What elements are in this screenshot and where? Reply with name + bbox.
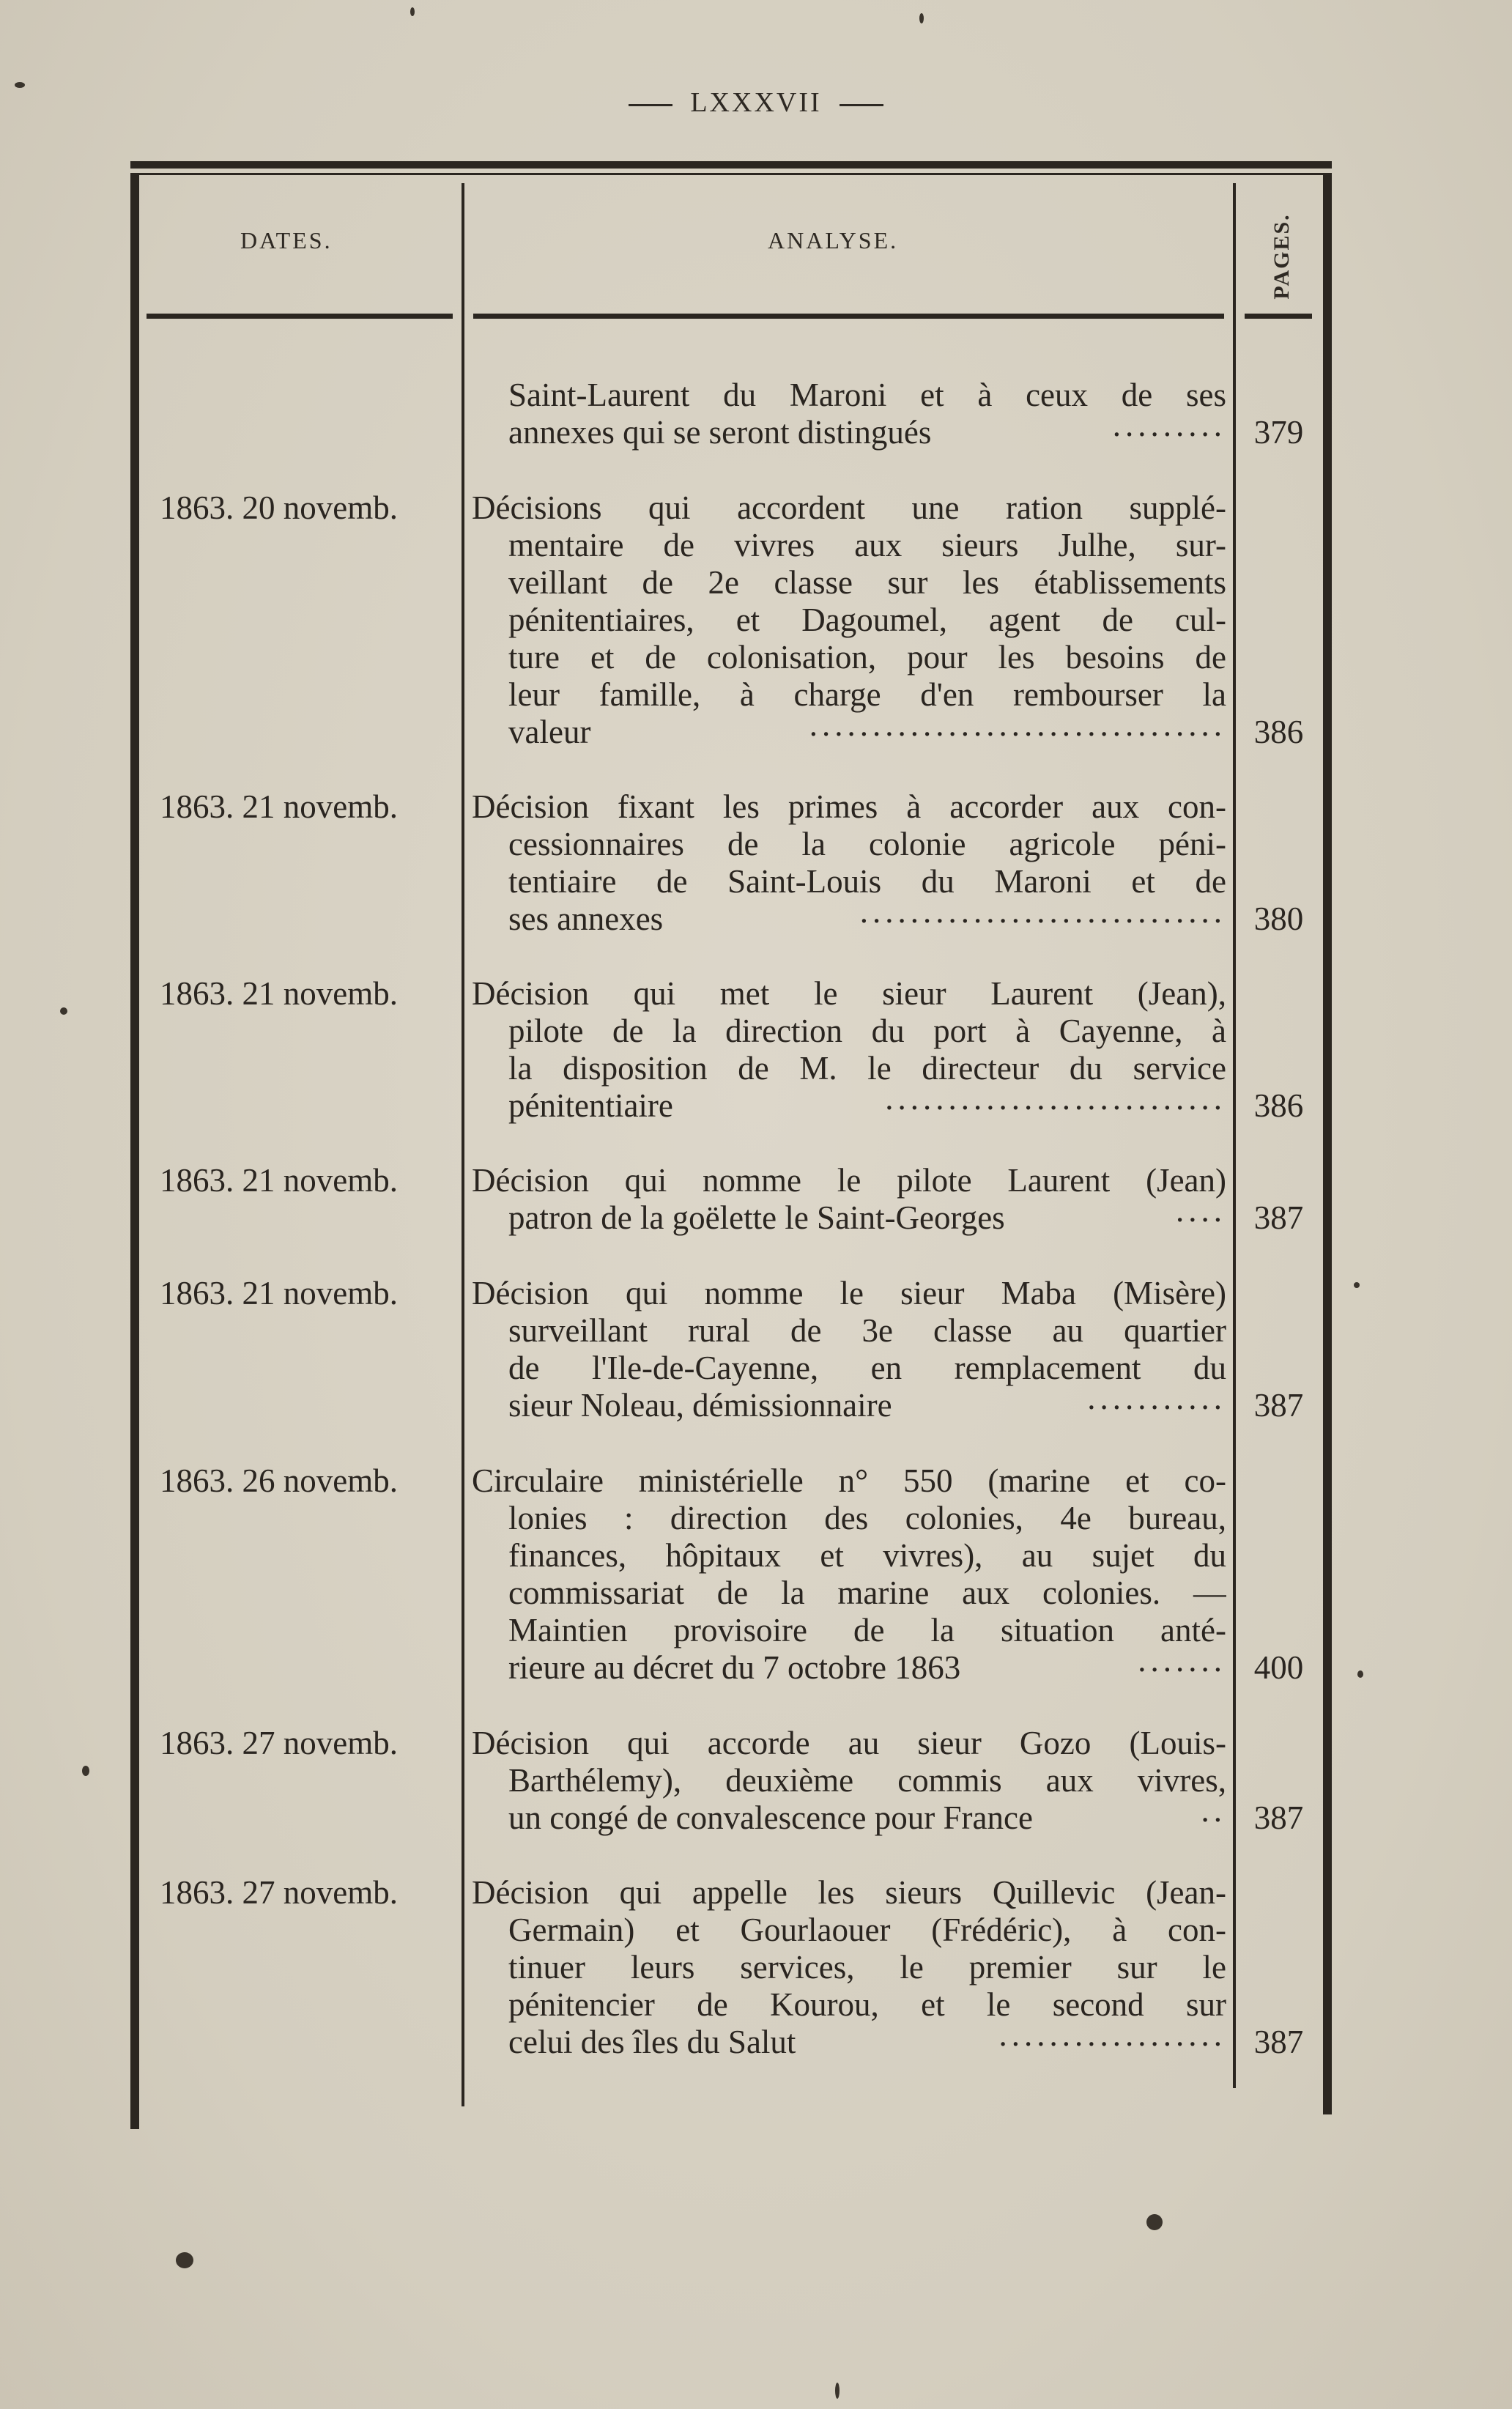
analysis-line: finances, hôpitaux et vivres), au sujet du <box>508 1537 1226 1574</box>
analysis-line: Décision qui met le sieur Laurent (Jean), <box>472 975 1226 1012</box>
entry-date: 1863. 27 novemb. <box>160 1725 398 1761</box>
analysis-line: commissariat de la marine aux colonies. — <box>508 1574 1226 1611</box>
table-right-border <box>1323 173 1332 2114</box>
entry-date: 1863. 27 novemb. <box>160 1874 398 1911</box>
paper-speck <box>1354 1282 1360 1288</box>
paper-speck <box>176 2252 193 2268</box>
paper-speck <box>82 1766 89 1776</box>
paper-speck <box>15 82 25 88</box>
analysis-line: Circulaire ministérielle n° 550 (marine et co- <box>472 1462 1226 1499</box>
entry-analysis <box>472 1874 1226 2061</box>
dot-leader: ................................. <box>809 714 1226 743</box>
page-reference: 386 <box>1253 1087 1304 1124</box>
analysis-line <box>472 900 1226 938</box>
column-header-pages <box>1244 205 1324 308</box>
analysis-line: Décisions qui accordent une ration supplé- <box>472 489 1226 526</box>
entry-analysis <box>472 1275 1226 1424</box>
dot-leader: .... <box>1176 1199 1226 1229</box>
page-reference: 387 <box>1253 1387 1304 1424</box>
analysis-line <box>472 2024 1226 2061</box>
analysis-line: Maintien provisoire de la situation anté- <box>508 1612 1226 1648</box>
dot-leader: .................. <box>998 2024 1226 2053</box>
dot-leader: ........... <box>1087 1387 1226 1416</box>
header-rule-dates <box>147 314 453 319</box>
entry-analysis <box>472 1162 1226 1237</box>
entry-date: 1863. 20 novemb. <box>160 489 398 526</box>
analysis-line <box>472 1649 1226 1687</box>
analysis-line <box>472 414 1226 451</box>
analysis-line: Décision qui nomme le pilote Laurent (Jean) <box>472 1162 1226 1199</box>
analysis-line: la disposition de M. le directeur du service <box>508 1050 1226 1087</box>
analysis-line <box>472 1387 1226 1424</box>
analysis-line: surveillant rural de 3e classe au quartier <box>508 1312 1226 1349</box>
analysis-line-text: pénitentiaire <box>508 1087 673 1124</box>
page-reference: 379 <box>1253 414 1304 451</box>
dot-leader: ......... <box>1112 414 1226 443</box>
entry-date: 1863. 21 novemb. <box>160 1275 398 1311</box>
analysis-line-text: ses annexes <box>508 900 664 937</box>
analysis-line <box>472 1087 1226 1125</box>
analysis-line <box>472 1199 1226 1237</box>
table-top-rule-thin <box>130 173 1332 175</box>
paper-speck <box>919 13 924 23</box>
paper-speck <box>1146 2214 1163 2230</box>
column-header-pages-label: PAGES. <box>1270 213 1294 300</box>
analysis-line: pénitencier de Kourou, et le second sur <box>508 1986 1226 2023</box>
analysis-line: pilote de la direction du port à Cayenne, à <box>508 1013 1226 1049</box>
entry-analysis <box>472 489 1226 751</box>
entry-analysis <box>472 1725 1226 1837</box>
page-reference: 400 <box>1253 1649 1304 1686</box>
analysis-line-text: annexes qui se seront distingués <box>508 414 932 451</box>
analysis-line: ture et de colonisation, pour les besoins de <box>508 639 1226 676</box>
analysis-line-text: patron de la goëlette le Saint-Georges <box>508 1199 1005 1236</box>
page-reference: 386 <box>1253 714 1304 750</box>
analysis-line <box>472 714 1226 751</box>
analysis-line: tinuer leurs services, le premier sur le <box>508 1949 1226 1986</box>
analysis-line-text: rieure au décret du 7 octobre 1863 <box>508 1649 961 1686</box>
entry-analysis <box>472 1462 1226 1687</box>
header-dash-right <box>840 104 883 106</box>
page-reference: 387 <box>1253 1799 1304 1836</box>
entry-date: 1863. 21 novemb. <box>160 975 398 1012</box>
entry-date: 1863. 21 novemb. <box>160 788 398 825</box>
analysis-line: leur famille, à charge d'en rembourser la <box>508 676 1226 713</box>
dot-leader: ............................. <box>859 900 1226 930</box>
analysis-line: de l'Ile-de-Cayenne, en remplacement du <box>508 1350 1226 1386</box>
analysis-line-text: valeur <box>508 714 591 750</box>
analysis-line: Barthélemy), deuxième commis aux vivres, <box>508 1762 1226 1799</box>
analysis-line: Germain) et Gourlaouer (Frédéric), à con- <box>508 1912 1226 1948</box>
analysis-line: Saint-Laurent du Maroni et à ceux de ses <box>508 377 1226 413</box>
header-dash-left <box>629 104 672 106</box>
paper-speck <box>60 1007 67 1015</box>
column-header-dates: DATES. <box>240 227 333 254</box>
paper-speck <box>1357 1670 1363 1678</box>
page-header <box>0 86 1512 119</box>
dot-leader: ....... <box>1138 1649 1226 1679</box>
analysis-line-text: celui des îles du Salut <box>508 2024 796 2060</box>
analysis-line: Décision qui accorde au sieur Gozo (Louis- <box>472 1725 1226 1761</box>
analysis-line: Décision qui nomme le sieur Maba (Misère) <box>472 1275 1226 1311</box>
analysis-line: mentaire de vivres aux sieurs Julhe, sur- <box>508 527 1226 563</box>
paper-speck <box>410 7 415 16</box>
entry-analysis <box>472 377 1226 451</box>
entry-date: 1863. 21 novemb. <box>160 1162 398 1199</box>
analysis-line-text: sieur Noleau, démissionnaire <box>508 1387 892 1424</box>
table-left-border <box>130 173 139 2129</box>
entry-analysis <box>472 788 1226 938</box>
page-reference: 380 <box>1253 900 1304 937</box>
analysis-line: cessionnaires de la colonie agricole péni- <box>508 826 1226 862</box>
header-rule-pages <box>1245 314 1312 319</box>
page-number-roman: LXXXVII <box>690 87 822 118</box>
analysis-line: tentiaire de Saint-Louis du Maroni et de <box>508 863 1226 900</box>
dot-leader: ........................... <box>885 1087 1226 1117</box>
table-top-rule <box>130 161 1332 169</box>
dot-leader: .. <box>1201 1799 1226 1829</box>
paper-speck <box>835 2383 840 2399</box>
column-divider-dates <box>462 183 464 2106</box>
entry-date: 1863. 26 novemb. <box>160 1462 398 1499</box>
analysis-line: lonies : direction des colonies, 4e bureau, <box>508 1500 1226 1536</box>
analysis-line <box>472 1799 1226 1837</box>
entry-analysis <box>472 975 1226 1125</box>
analysis-line: pénitentiaires, et Dagoumel, agent de cul- <box>508 602 1226 638</box>
analysis-line: veillant de 2e classe sur les établissements <box>508 564 1226 601</box>
page-reference: 387 <box>1253 1199 1304 1236</box>
column-header-analyse: ANALYSE. <box>768 227 899 254</box>
analysis-line: Décision fixant les primes à accorder aux con- <box>472 788 1226 825</box>
header-rule-analyse <box>473 314 1224 319</box>
column-divider-pages <box>1233 183 1236 2088</box>
analysis-line-text: un congé de convalescence pour France <box>508 1799 1033 1836</box>
page-reference: 387 <box>1253 2024 1304 2060</box>
analysis-line: Décision qui appelle les sieurs Quillevic (Jean- <box>472 1874 1226 1911</box>
